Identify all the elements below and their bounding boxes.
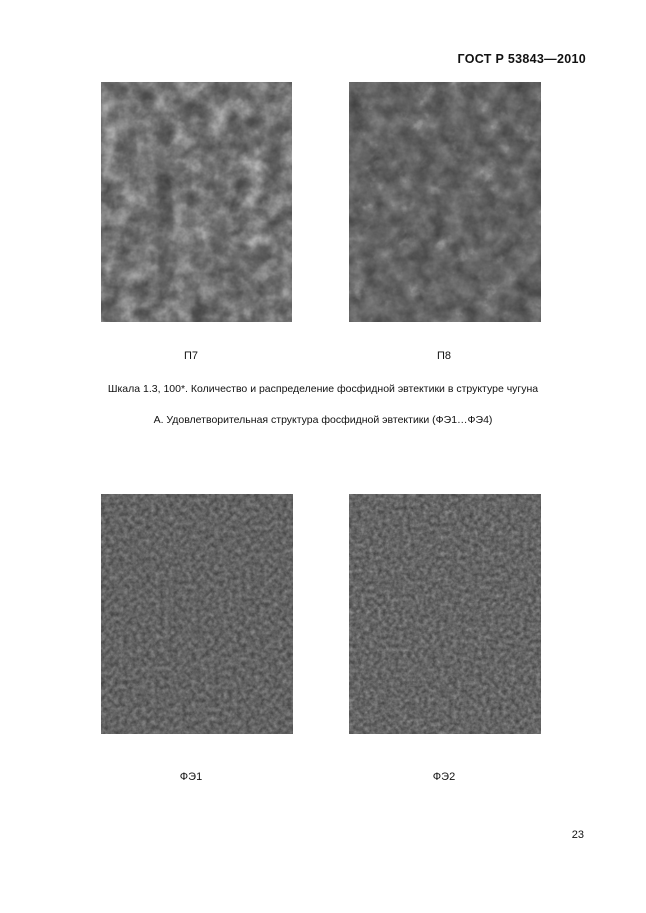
scale-caption: Шкала 1.3, 100*. Количество и распределение фосфидной эвтектики в структуре чугуна: [107, 383, 539, 395]
micrograph-fe1: [101, 494, 293, 734]
figure-label-fe2: ФЭ2: [432, 771, 456, 783]
figure-label-p7: П7: [183, 350, 199, 362]
document-header: ГОСТ Р 53843—2010: [457, 52, 586, 66]
figure-label-p8: П8: [436, 350, 452, 362]
figure-label-fe1: ФЭ1: [179, 771, 203, 783]
section-subtitle: А. Удовлетворительная структура фосфидной эвтектики (ФЭ1…ФЭ4): [153, 414, 493, 426]
micrograph-fe2: [349, 494, 541, 734]
page-number: 23: [571, 829, 584, 841]
micrograph-p8: [349, 82, 541, 322]
micrograph-p7: [101, 82, 292, 322]
